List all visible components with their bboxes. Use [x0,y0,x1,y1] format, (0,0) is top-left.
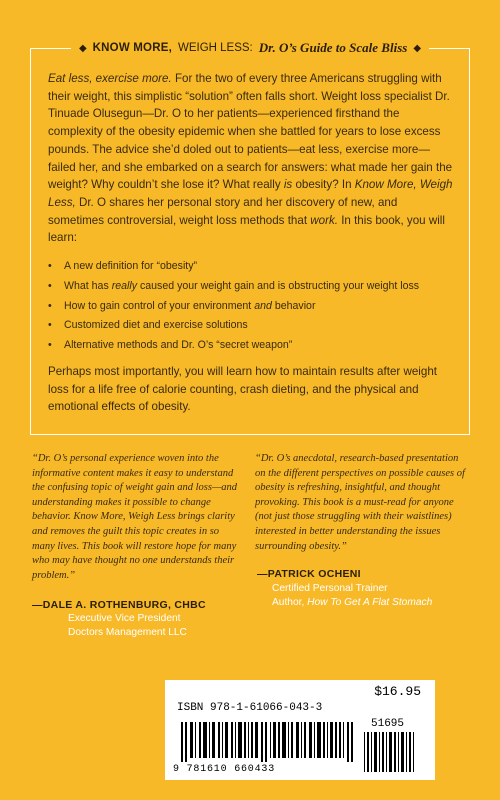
price-label: $16.95 [374,684,421,699]
testimonial-left: “Dr. O’s personal experience woven into the informative content makes it easy to understand the confusing topic of weight gain and loss—and understanding makes it possible to change behavior. Know More, Weigh Less brings clarity and removes the guilt this topic creates in so many lives. This book will restore hope for many who may have thought no one understands their problem.” [32,453,238,581]
intro-emphasis: work. [310,213,338,227]
intro-emphasis: is [283,178,293,192]
bullet-icon: • [48,319,52,332]
ean-number: 9 781610 660433 [173,764,276,775]
header-subtitle: Dr. O’s Guide to Scale Bliss [258,40,408,55]
ean-barcode [181,722,359,762]
list-item: • Customized diet and exercise solutions [48,316,453,336]
header-title-part2: WEIGH LESS: [177,42,253,54]
intro-lead: Eat less, exercise more. [48,72,172,85]
addon-number: 51695 [371,718,405,730]
barcode-box [165,680,435,780]
intro-text: In this book, you will learn: [48,213,445,245]
testimonial-right-author: —PATRICK OCHENI [257,568,361,580]
isbn-label: ISBN 978-1-61066-043-3 [177,702,323,714]
testimonial-right: “Dr. O’s anecdotal, research-based presentation on the different perspectives on possible causes of obesity is refreshing, insightful, and thought provoking. This book is a must-read for anyone (not just those struggling with their waistlines) interested in better understanding the issues surrounding obesity.” [255,453,465,552]
header-title-part1: KNOW MORE, [92,42,172,54]
addon-barcode [364,732,416,772]
intro-paragraph [48,70,453,247]
list-item: • What has really caused your weight gain and is obstructing your weight loss [48,277,453,297]
cover-header [0,40,500,56]
list-item: • Alternative methods and Dr. O’s “secret weapon” [48,336,453,356]
testimonial-right-book: Author, How To Get A Flat Stomach [272,597,433,608]
intro-text: obesity? In [292,178,355,192]
bullet-icon: • [48,260,52,272]
testimonial-left-org: Doctors Management LLC [68,627,187,638]
diamond-icon: ◆ [413,42,422,54]
list-item: • How to gain control of your environment and behavior [48,297,453,317]
list-item: • A new definition for “obesity” [48,257,453,277]
intro-text: Dr. O shares her personal story and her discovery of new, and sometimes controversial, weight loss methods that [48,195,398,227]
testimonial-left-author: —DALE A. ROTHENBURG, CHBC [32,599,206,611]
bullet-icon: • [48,339,52,352]
bullet-icon: • [48,279,52,292]
testimonial-right-title: Certified Personal Trainer [272,583,388,594]
testimonial-left-title: Executive Vice President [68,613,181,624]
book-title: Know More, Weigh Less, [48,178,453,209]
learn-list [48,257,453,356]
outro-paragraph: Perhaps most importantly, you will learn how to maintain results after weight loss for a life free of calorie counting, crash dieting, and the physical and emotional effects of obesity. [48,365,437,414]
diamond-icon: ◆ [78,42,87,54]
intro-text: For the two of every three Americans struggling with their weight, this simplistic “solution” often falls short. Weight loss specialist Dr. Tinuade Olusegun—Dr. O to her patients—experienced firsthand the complexity of the obesity epidemic when she battled for years to lose excess pounds. The advice she’d doled out to patients—eat less, exercise more—failed her, and she embarked on a search for answers: what made her gain the weight? Why couldn’t she lose it? What really [48,72,453,192]
bullet-icon: • [48,299,52,312]
